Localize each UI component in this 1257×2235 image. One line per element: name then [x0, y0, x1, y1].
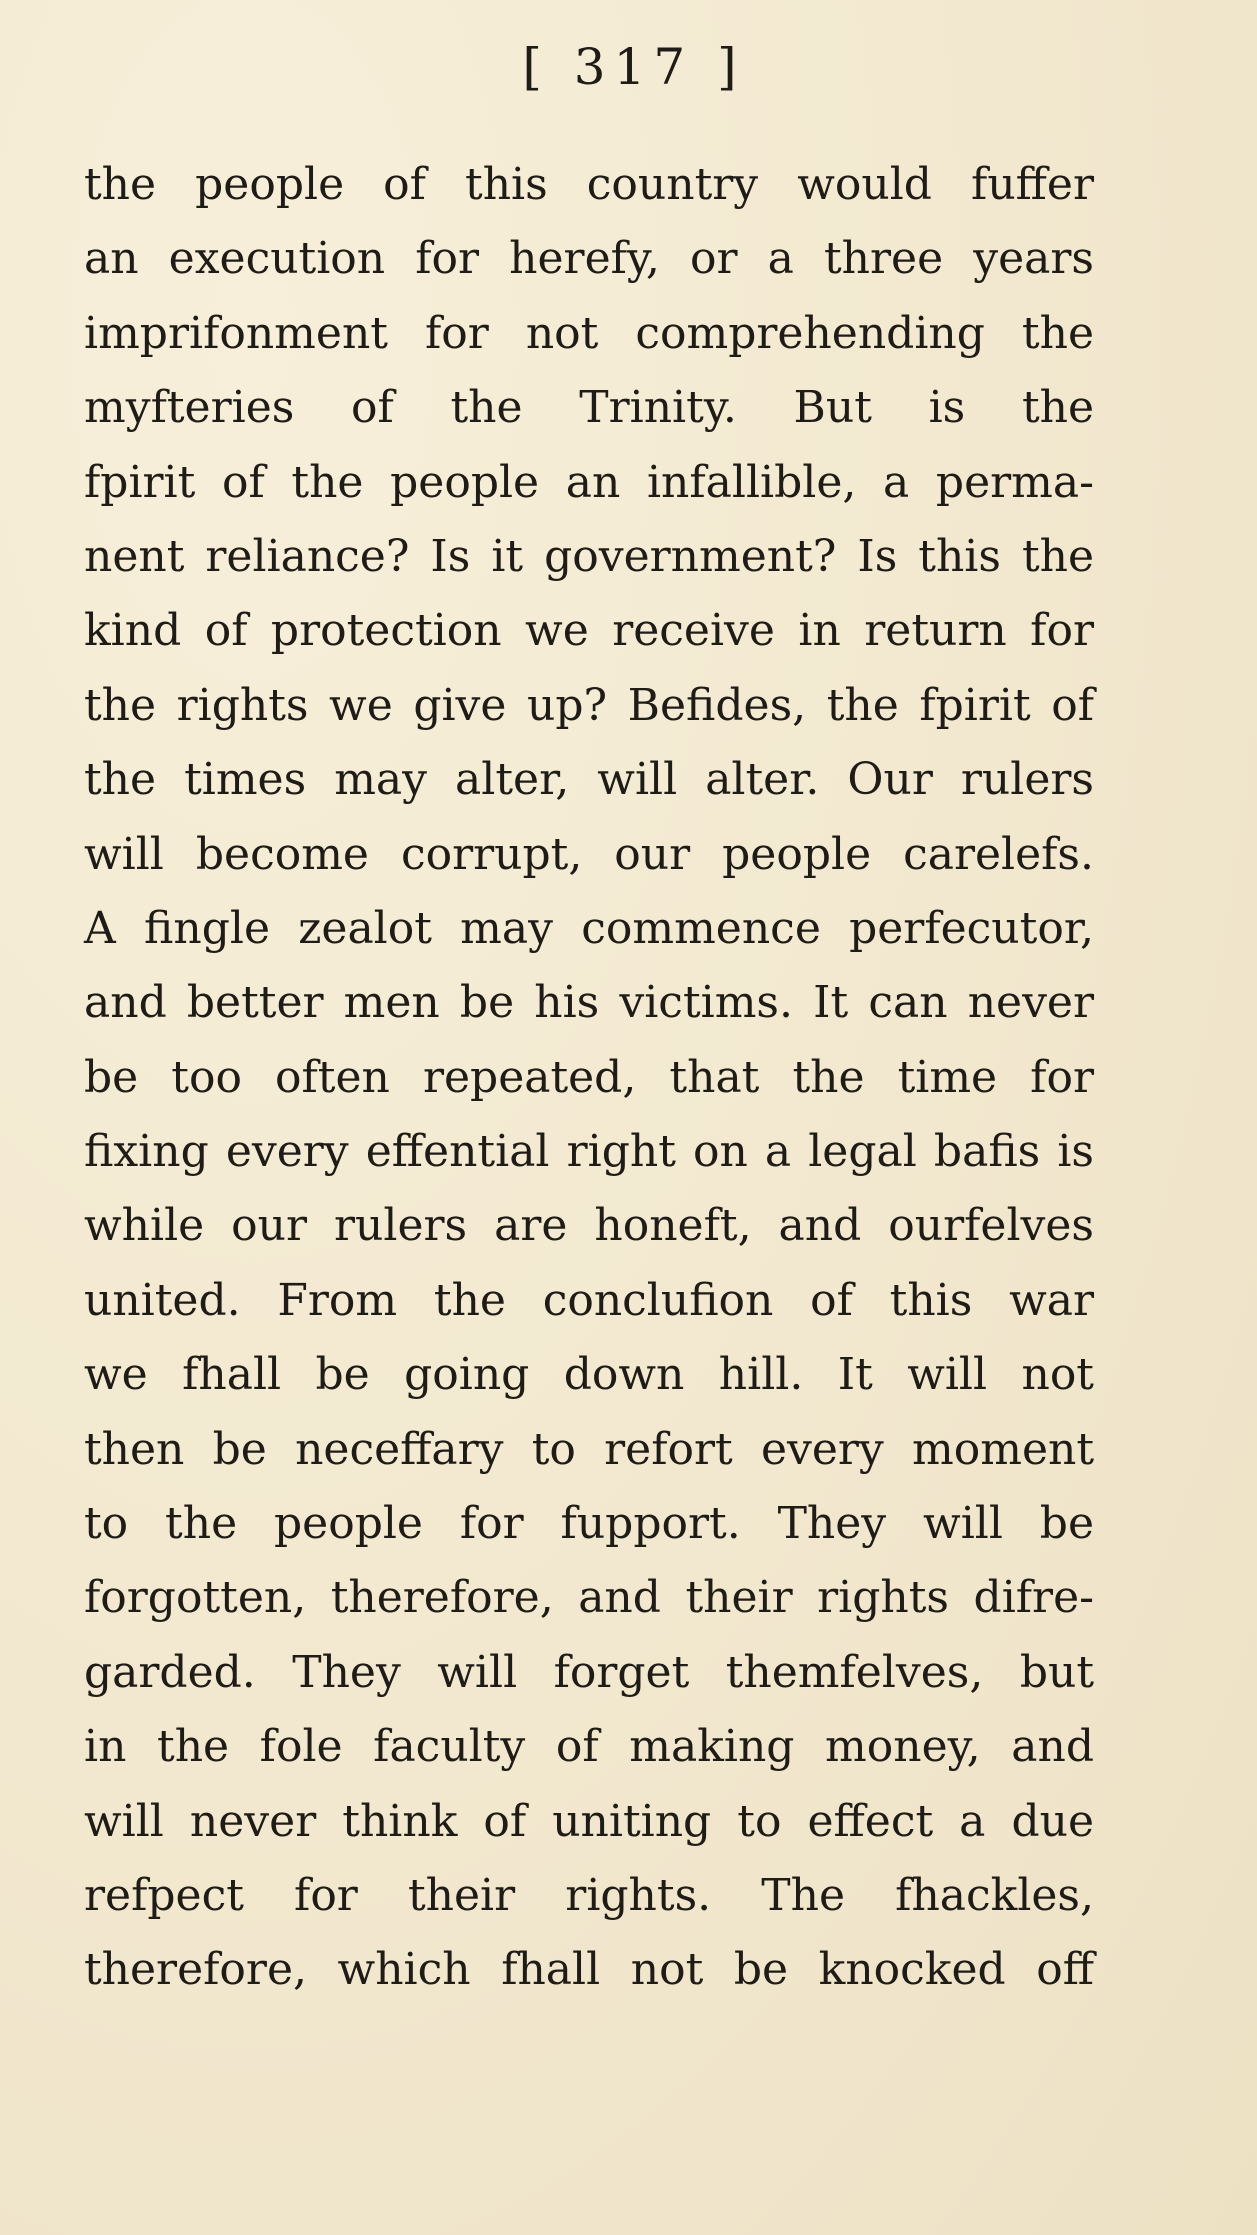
text-line: imprifonment for not comprehending the: [84, 307, 1094, 359]
text-line: refpect for their rights. The fhackles,: [84, 1869, 1094, 1921]
text-line: A fingle zealot may commence perfecutor,: [84, 902, 1094, 954]
text-line: forgotten, therefore, and their rights difre-: [84, 1572, 1094, 1624]
text-line: will never think of uniting to effect a due: [84, 1795, 1094, 1847]
text-line: the rights we give up? Befides, the fpirit of: [84, 679, 1094, 731]
text-line: myfteries of the Trinity. But is the: [84, 382, 1094, 434]
text-line: therefore, which fhall not be knocked off: [84, 1944, 1094, 1996]
text-line: united. From the conclufion of this war: [84, 1274, 1094, 1326]
text-line: an execution for herefy, or a three years: [84, 233, 1094, 285]
text-line: the people of this country would fuffer: [84, 159, 1094, 210]
page-number: [ 317 ]: [522, 38, 745, 96]
text-line: in the fole faculty of making money, and: [84, 1721, 1094, 1773]
text-line: kind of protection we receive in return for: [84, 605, 1094, 657]
text-line: be too often repeated, that the time for: [84, 1051, 1094, 1103]
body-text: [84, 148, 1094, 2008]
text-line: fpirit of the people an infallible, a perma-: [84, 456, 1094, 508]
text-line: nent reliance? Is it government? Is this the: [84, 530, 1094, 582]
text-line: and better men be his victims. It can never: [84, 977, 1094, 1029]
text-line: to the people for fupport. They will be: [84, 1498, 1094, 1550]
text-line: we fhall be going down hill. It will not: [84, 1349, 1094, 1401]
text-line: while our rulers are honeft, and ourfelves: [84, 1200, 1094, 1252]
text-line: then be neceffary to refort every moment: [84, 1423, 1094, 1475]
text-line: the times may alter, will alter. Our rulers: [84, 754, 1094, 806]
text-line: garded. They will forget themfelves, but: [84, 1646, 1094, 1698]
text-line: fixing every effential right on a legal bafis is: [84, 1126, 1094, 1178]
text-line: will become corrupt, our people carelefs.: [84, 828, 1094, 880]
